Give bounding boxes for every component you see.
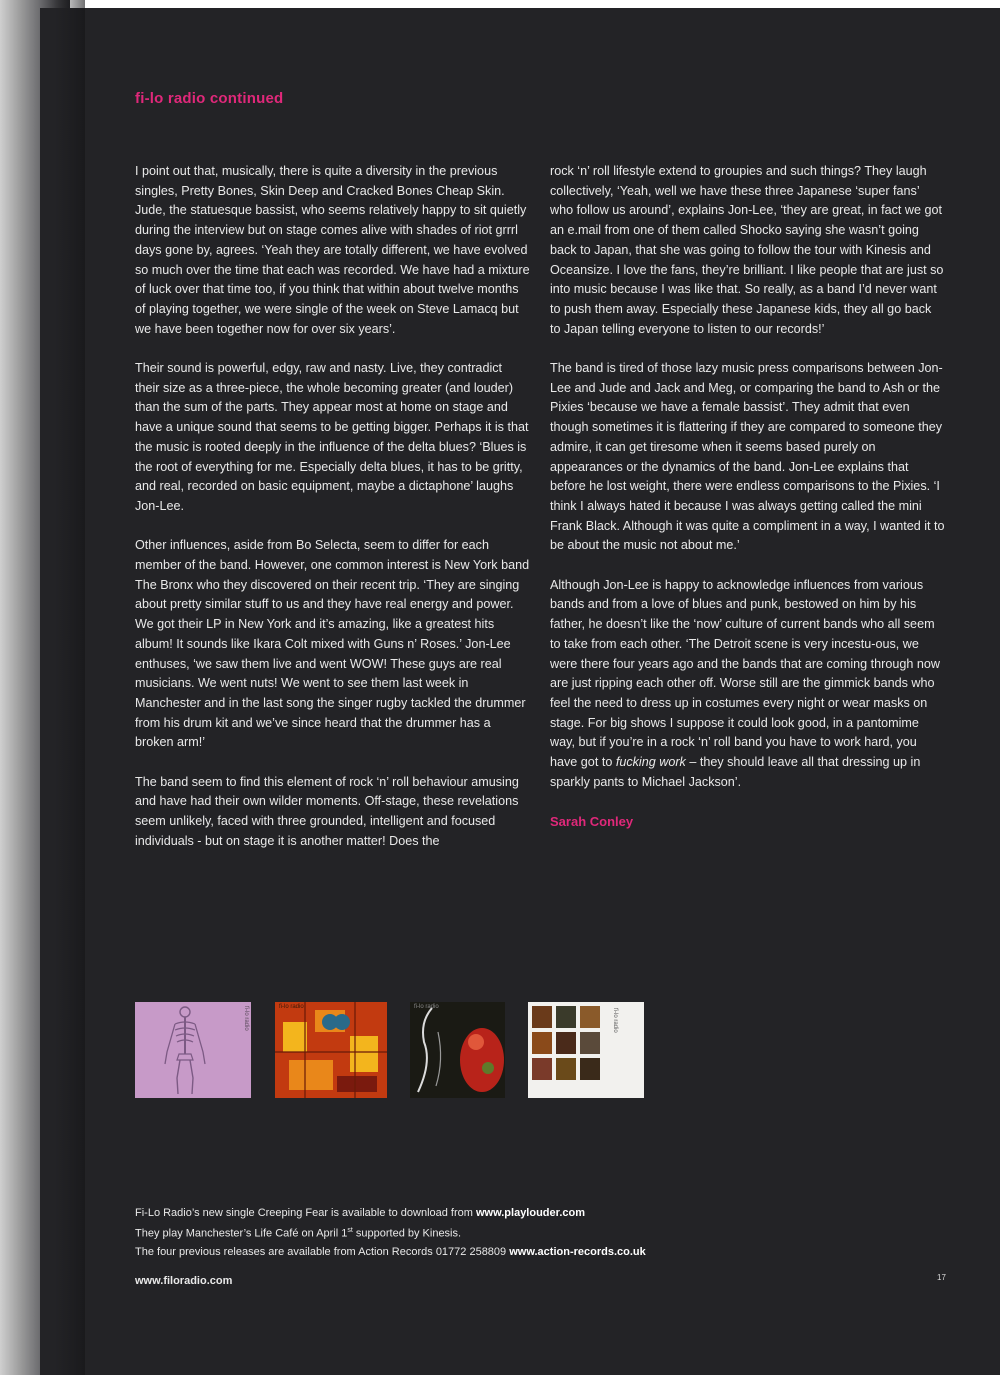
info-line [135,1204,646,1222]
cover-label: fi-lo radio [612,1008,618,1033]
left-column [135,162,530,871]
cover-label: fi-lo radio [279,1004,304,1010]
collage-image [275,1002,387,1098]
cover-grid [528,1002,644,1098]
info-line [135,1243,646,1261]
page-number: 17 [937,1273,946,1282]
info-text: supported by Kinesis. [352,1227,462,1240]
paragraph: I point out that, musically, there is quite a diversity in the previous singles, Pretty Bones, Skin Deep and Cracked Bones Cheap Skin. Jude, the statuesque bassist, who seems relatively happy to sit quietly during the interview but on stage comes alive with shades of riot grrrl days gone by, agrees. ‘Yeah they are totally different, we have evolved so much over the time that each was recorded. We have had a mixture of luck over that time too, if you think that within about twelve months of playing together, we were single of the week on Steve Lamacq but we have been together now for over six years’. [135,164,530,336]
gutter-shadow [55,0,85,1375]
paragraph [550,576,945,793]
dark-image [410,1002,505,1098]
records-link[interactable]: www.action-records.co.uk [509,1245,646,1258]
article-heading: fi-lo radio continued [135,90,284,107]
paragraph-text: – they should leave all that dressing up in sparkly pants to Michael Jackson’. [550,755,921,789]
cover-collage [275,1002,387,1098]
skeleton-image [135,1002,251,1098]
info-line [135,1222,646,1243]
right-column [550,162,945,832]
cover-label: fi-lo radio [243,1006,249,1031]
cover-dark [410,1002,505,1098]
paragraph: The band is tired of those lazy music press comparisons between Jon-Lee and Jude and Jack and Meg, or comparing the band to Ash or the Pixies ‘because we have a female bassist’. They admit that even though sometimes it is flattering if they are compared to someone they admire, it can get tiresome when it seems based purely on appearances or the dynamics of the band. Jon-Lee explains that before he lost weight, there were endless comparisons to the Pixies. ‘I think I always hated it because I was always getting called the mini Frank Black. Although it was quite a compliment in a way, I wanted it to be about the music not about me.’ [550,361,945,553]
download-link[interactable]: www.playlouder.com [475,1207,585,1219]
band-website[interactable]: www.filoradio.com [135,1275,233,1287]
paragraph: Other influences, aside from Bo Selecta, seem to differ for each member of the band. However, one common interest is New York band The Bronx who they discovered on their recent trip. ‘They are singing about pretty similar stuff to us and they have real energy and power. We got their LP in New York and it’s amazing, like a greatest hits album! It sounds like Ikara Colt mixed with Guns n’ Roses.’ Jon-Lee enthuses, ‘we saw them live and went WOW! These guys are real musicians. We went nuts! We went to see them last week in Manchester and in the last song the singer rugby tackled the drummer from his drum kit and we’ve since heard that the drummer has a broken arm!’ [135,538,530,750]
info-text: Fi-Lo Radio’s new single Creeping Fear is available to download from [135,1207,476,1219]
info-text: The four previous releases are available from Action Records 01772 258809 [135,1245,510,1258]
info-text: They play Manchester’s Life Café on April 1 [135,1227,348,1240]
ordinal-suffix: st [347,1227,353,1234]
paragraph: Their sound is powerful, edgy, raw and nasty. Live, they contradict their size as a three-piece, the whole becoming greater (and louder) than the sum of the parts. They appear most at home on stage and have a unique sound that seems to be getting bigger. Perhaps it is that the music is rooted deeply in the influence of the delta blues? ‘Blues is the root of everything for me. Especially delta blues, it has to be gritty, and real, recorded on basic equipment, maybe a dictaphone’ laughs Jon-Lee. [135,361,529,513]
cover-label: fi-lo radio [414,1004,439,1010]
grid-image [528,1002,644,1098]
cover-skeleton [135,1002,251,1098]
author-byline: Sarah Conley [550,814,634,830]
paragraph: rock ‘n’ roll lifestyle extend to groupies and such things? They laugh collectively, ‘Yeah, well we have these three Japanese ‘super fans’ who follow us around’, explains Jon-Lee, ‘they are great, in fact we got an e.mail from one of them called Shocko saying she wasn’t going back to Japan, that she was going to follow the tour with Kinesis and Oceansize. I love the fans, they’re brilliant. I like people that are just so into music because I was like that. So really, as a band I’d never want to push them away. Especially these Japanese kids, they all go back to Japan telling everyone to listen to our records!’ [550,164,944,336]
release-info [135,1204,646,1261]
paragraph-text: Although Jon-Lee is happy to acknowledge influences from various bands and from a love of blues and punk, bestowed on him by his father, he doesn’t like the ‘now’ culture of current bands who all seem to take from each other. ‘The Detroit scene is very incestu-ous, we were there four years ago and the bands that are coming through now are just ripping each other off. Worse still are the gimmick bands who feel the need to dress up in costumes every night or wear masks on stage. For big shows I suppose it could look good, in a pantomime way, but if you’re in a rock ‘n’ roll band you have to work hard, you have got to [550,577,940,770]
emphasis-text: fucking work [615,755,686,770]
paragraph: The band seem to find this element of rock ‘n’ roll behaviour amusing and have had their own wilder moments. Off-stage, these revelations seem unlikely, faced with three grounded, intelligent and focused individuals - but on stage it is another matter! Does the [135,774,519,848]
